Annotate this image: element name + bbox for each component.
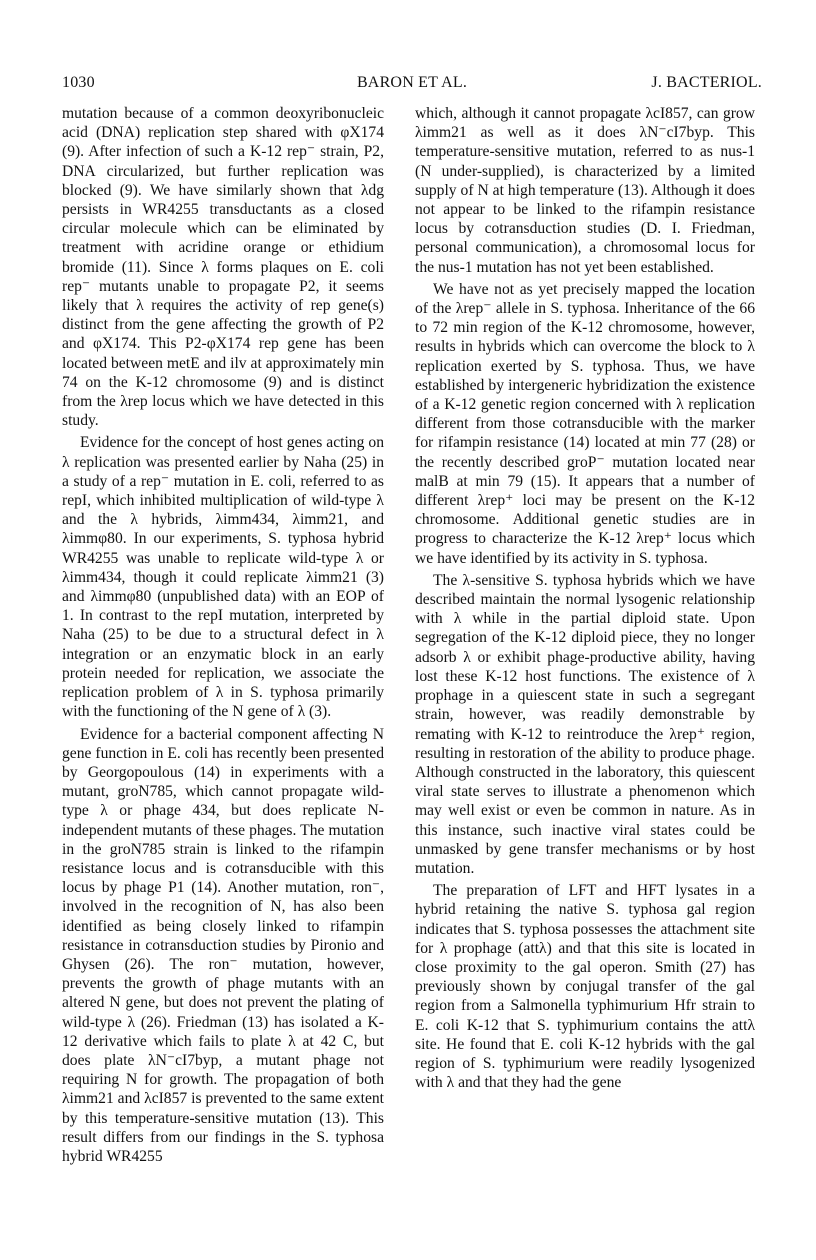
paragraph: Evidence for the concept of host genes acting on λ replication was presented earlier by Naha (25) in a study of a rep⁻ mutation in E. coli, referred to as repI, which inhibited multiplication of wild-type λ and the λ hybrids, λimm434, λimm21, and λimmφ80. In our experiments, S. typhosa hybrid WR4255 was unable to replicate wild-type λ or λimm434, though it could replicate λimm21 (3) and λimmφ80 (unpublished data) with an EOP of 1. In contrast to the repI mutation, interpreted by Naha (25) to be due to a structural defect in λ integration or an enzymatic block in an early protein needed for replication, we associate the replication problem of λ in S. typhosa primarily with the functioning of the N gene of λ (3). xyxy=(62,434,384,721)
paragraph: Evidence for a bacterial component affecting N gene function in E. coli has recently been presented by Georgopoulous (14) in experiments with a mutant, groN785, which cannot propagate wild-type λ or phage 434, but does replicate N-independent mutants of these phages. The mutation in the groN785 strain is linked to the rifampin resistance locus and is cotransducible with this locus by phage P1 (14). Another mutation, ron⁻, involved in the recognition of N, has also been identified as being closely linked to rifampin resistance in cotransduction studies by Pironio and Ghysen (26). The ron⁻ mutation, however, prevents the growth of phage mutants with an altered N gene, but does not prevent the plating of wild-type λ (26). Friedman (13) has isolated a K-12 derivative which fails to plate λ at 42 C, but does plate λN⁻cI7byp, a mutant phage not requiring N for growth. The propagation of both λimm21 and λcI857 is prevented to the same extent by this temperature-sensitive mutation (13). This result differs from our findings in the S. typhosa hybrid WR4255 xyxy=(62,725,384,1165)
paragraph: We have not as yet precisely mapped the location of the λrep⁻ allele in S. typhosa. Inheritance of the 66 to 72 min region of the K-12 chromosome, however, results in hybrids which can overcome the block to λ replication exerted by S. typhosa. Thus, we have established by intergeneric hybridization the existence of a K-12 genetic region concerned with λ replication different from those cotransducible with the marker for rifampin resistance (14) located at min 77 (28) or the recently described groP⁻ mutation located near malB at min 79 (15). It appears that a number of different λrep⁺ loci may be present on the K-12 chromosome. Additional genetic studies are in progress to characterize the K-12 λrep⁺ locus which we have identified by its activity in S. typhosa. xyxy=(415,280,755,567)
left-column xyxy=(62,104,384,1169)
paragraph: The preparation of LFT and HFT lysates in a hybrid retaining the native S. typhosa gal region indicates that S. typhosa possesses the attachment site for λ prophage (attλ) and that this site is located in close proximity to the gal operon. Smith (27) has previously shown by conjugal transfer of the gal region from a Salmonella typhimurium Hfr strain to E. coli K-12 that S. typhimurium contains the attλ site. He found that E. coli K-12 hybrids with the gal region of S. typhimurium were readily lysogenized with λ and that they had the gene xyxy=(415,882,755,1092)
running-authors: BARON ET AL. xyxy=(356,74,468,91)
right-column xyxy=(415,104,755,1095)
paragraph: The λ-sensitive S. typhosa hybrids which we have described maintain the normal lysogenic relationship with λ while in the partial diploid state. Upon segregation of the K-12 diploid piece, they no longer adsorb λ or exhibit phage-productive ability, having lost these K-12 host functions. The existence of λ prophage in a quiescent state in such a segregant strain, however, was readily demonstrable by remating with K-12 to reintroduce the λrep⁺ region, resulting in restoration of the ability to produce phage. Although constructed in the laboratory, this quiescent viral state serves to illustrate a phenomenon which may well exist or even be common in nature. As in this instance, such inactive viral states could be unmasked by gene transfer mechanisms or by host mutation. xyxy=(415,571,755,877)
journal-name: J. BACTERIOL. xyxy=(651,74,762,91)
page-number: 1030 xyxy=(62,74,95,91)
running-header xyxy=(62,74,762,96)
paragraph: mutation because of a common deoxyribonucleic acid (DNA) replication step shared with φX174 (9). After infection of such a K-12 rep⁻ strain, P2, DNA circularized, but further replication was blocked (9). We have similarly shown that λdg persists in WR4255 transductants as a closed circular molecule which can be eliminated by treatment with acridine orange or ethidium bromide (11). Since λ forms plaques on E. coli rep⁻ mutants unable to propagate P2, it seems likely that λ requires the activity of rep gene(s) distinct from the gene affecting the growth of P2 and φX174. This P2-φX174 rep gene has been located between metE and ilv at approximately min 74 on the K-12 chromosome (9) and is distinct from the λrep locus which we have detected in this study. xyxy=(62,105,384,430)
paragraph: which, although it cannot propagate λcI857, can grow λimm21 as well as it does λN⁻cI7byp. This temperature-sensitive mutation, referred to as nus-1 (N under-supplied), is characterized by a limited supply of N at high temperature (13). Although it does not appear to be linked to the rifampin resistance locus by cotransduction studies (D. I. Friedman, personal communication), a chromosomal locus for the nus-1 mutation has not yet been established. xyxy=(415,105,755,276)
